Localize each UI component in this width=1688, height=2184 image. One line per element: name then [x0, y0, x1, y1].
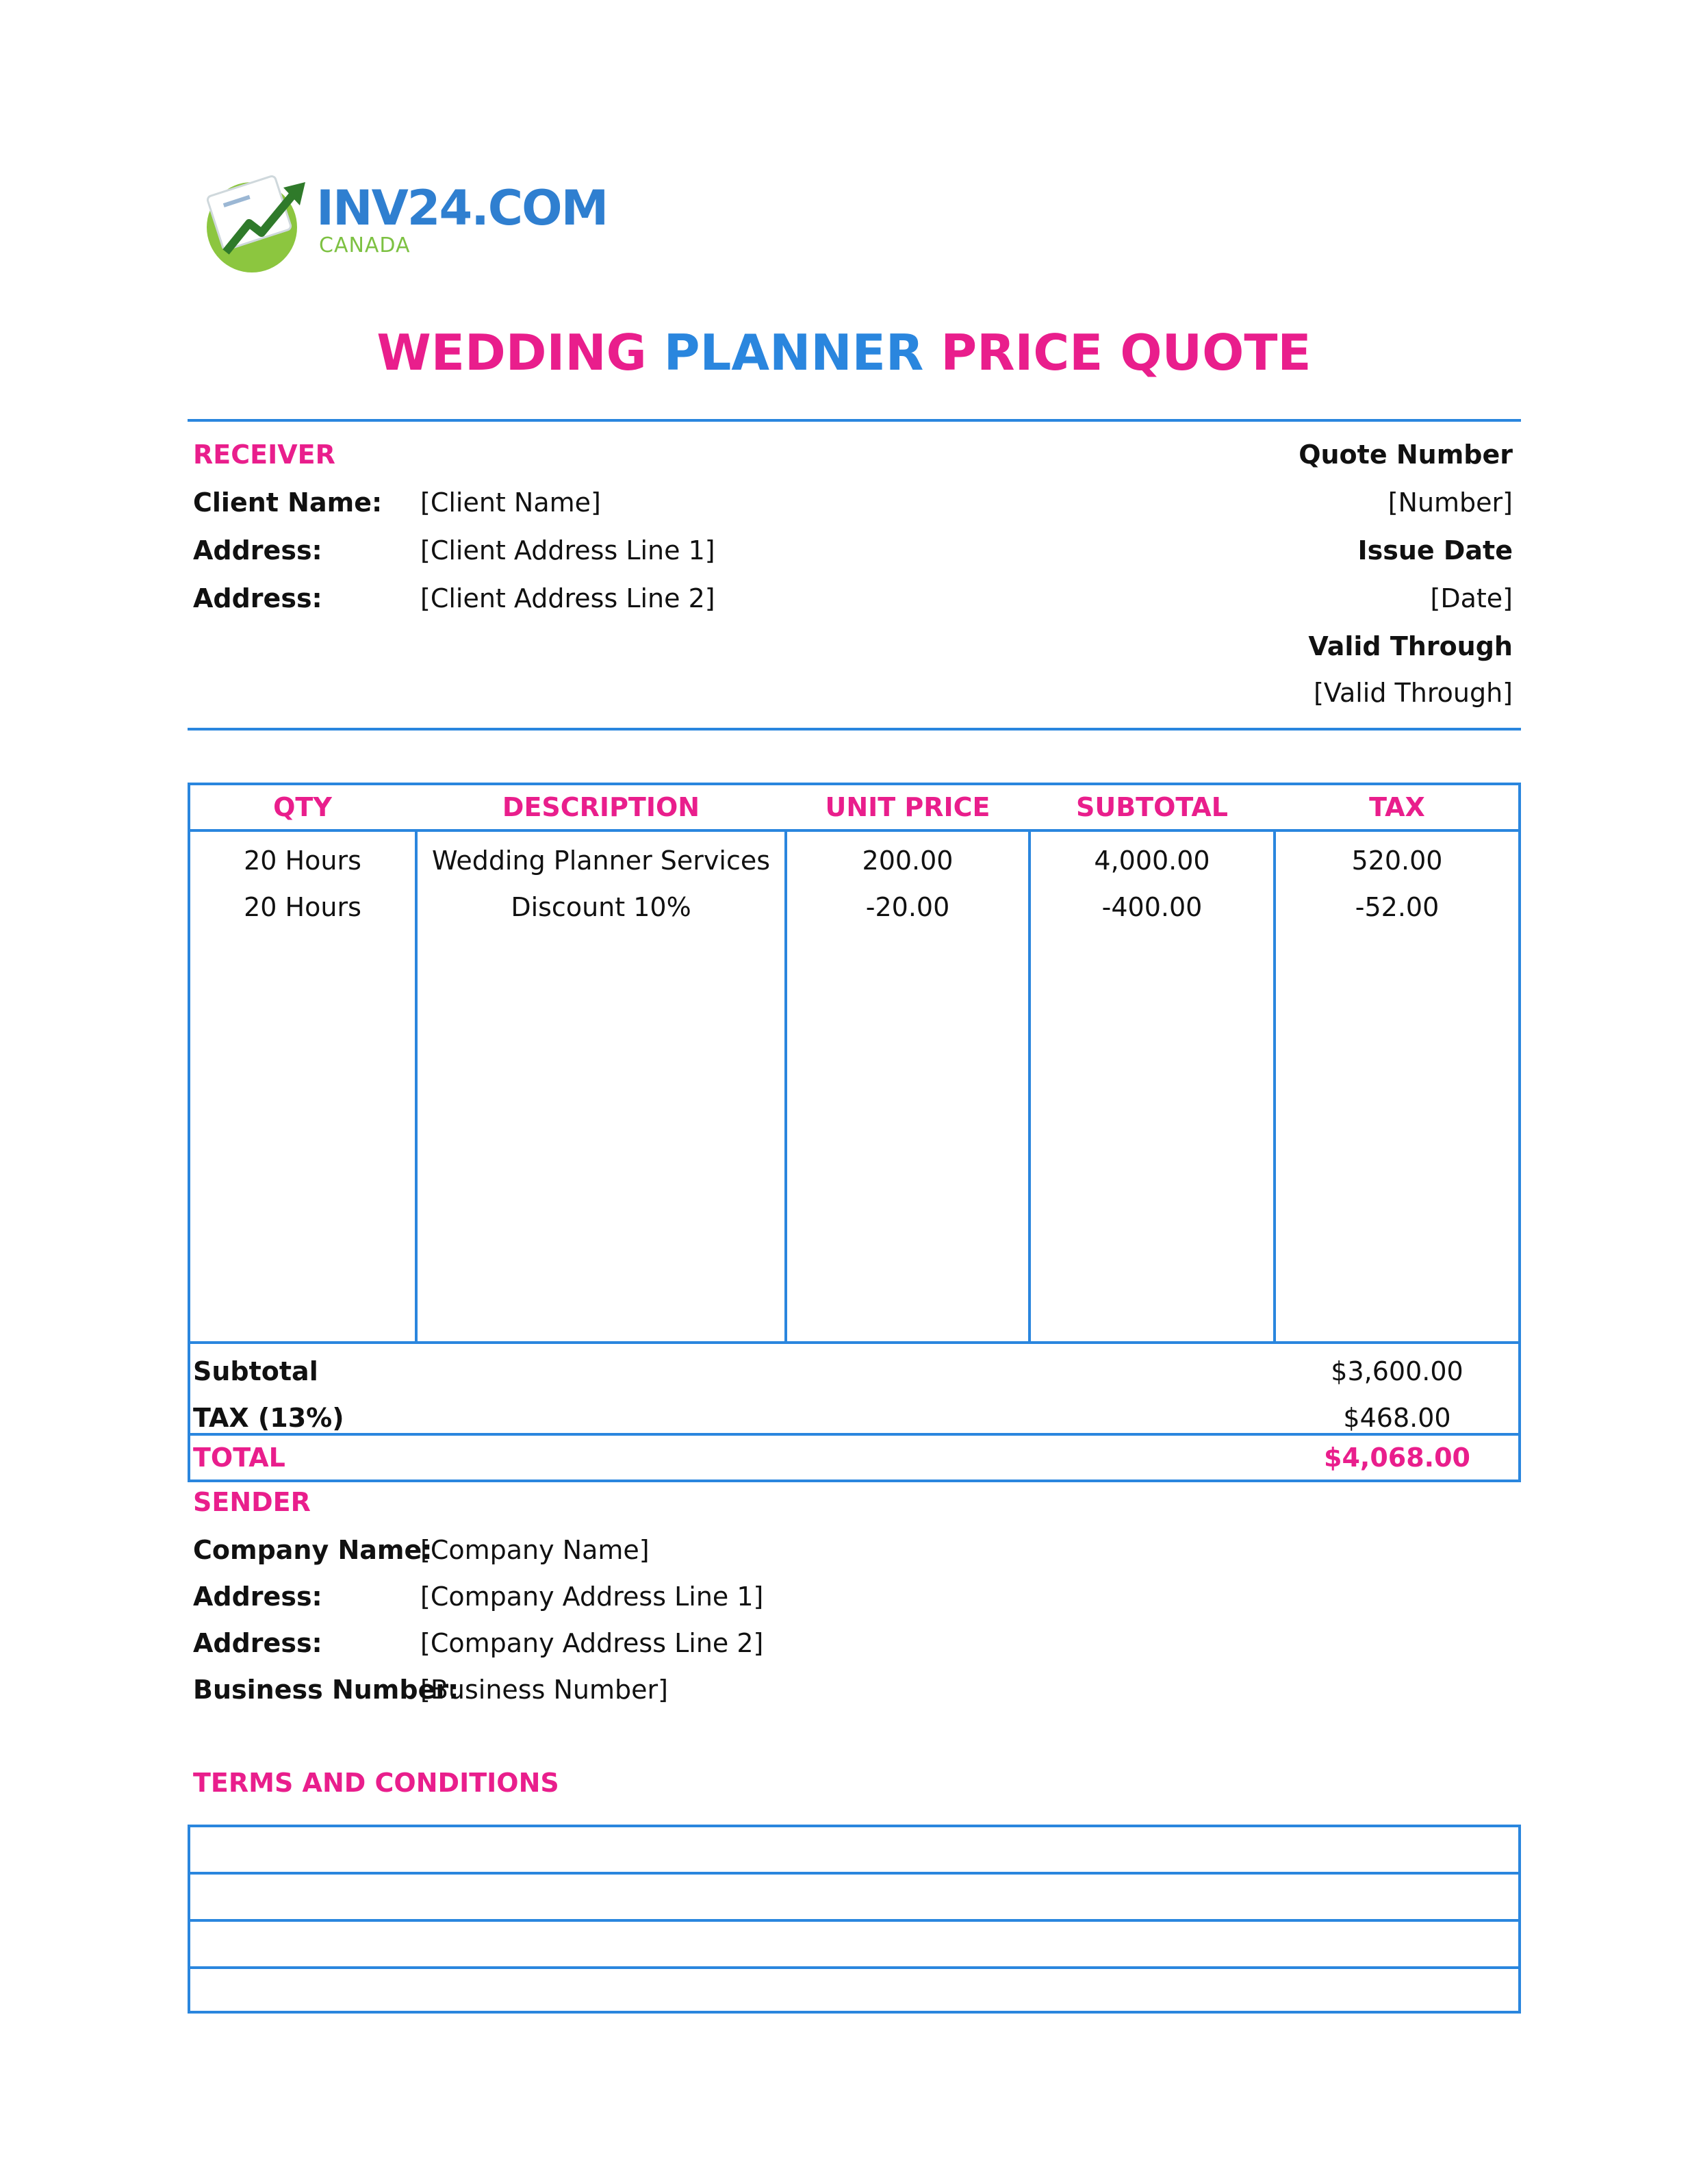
table-cell-tax: -52.00: [1355, 892, 1440, 922]
subtotal-label: Subtotal: [193, 1356, 318, 1386]
business-number-value: [Business Number]: [420, 1675, 668, 1705]
table-cell-subtotal: -400.00: [1101, 892, 1203, 922]
client-address-1-label: Address:: [193, 535, 322, 566]
total-row: [188, 1433, 1521, 1482]
logo-chart-icon: [199, 164, 315, 274]
client-address-2-value: [Client Address Line 2]: [420, 583, 715, 613]
client-address-2-label: Address:: [193, 583, 322, 613]
logo-brand-text: INV24.COM: [316, 180, 608, 236]
business-number-label: Business Number:: [193, 1675, 459, 1705]
company-name-label: Company Name:: [193, 1535, 433, 1565]
terms-line: [190, 1872, 1518, 1875]
table-cell-qty: 20 Hours: [244, 846, 361, 876]
logo-sub-text: CANADA: [319, 233, 411, 257]
valid-through-value: [Valid Through]: [1314, 678, 1513, 708]
header-tax: TAX: [1369, 792, 1425, 822]
items-body-bottom-divider: [190, 1341, 1518, 1344]
company-logo: [199, 164, 608, 274]
issue-date-value: [Date]: [1430, 583, 1513, 613]
issue-date-label: Issue Date: [1357, 535, 1513, 566]
total-value: $4,068.00: [1324, 1443, 1470, 1473]
items-table: [188, 783, 1521, 1436]
table-cell-qty: 20 Hours: [244, 892, 361, 922]
company-name-value: [Company Name]: [420, 1535, 650, 1565]
tax-label: TAX (13%): [193, 1403, 344, 1433]
table-cell-tax: 520.00: [1351, 846, 1443, 876]
document-title: [0, 322, 1688, 383]
table-cell-unit-price: -20.00: [865, 892, 950, 922]
receiver-heading: RECEIVER: [193, 440, 335, 470]
title-word-2: PLANNER: [663, 324, 924, 381]
table-cell-unit-price: 200.00: [862, 846, 954, 876]
client-address-1-value: [Client Address Line 1]: [420, 535, 715, 566]
table-cell-description: Wedding Planner Services: [431, 846, 771, 876]
header-bottom-divider: [188, 728, 1521, 731]
subtotal-value: $3,600.00: [1331, 1356, 1463, 1386]
company-address-2-value: [Company Address Line 2]: [420, 1628, 764, 1658]
quote-number-value: [Number]: [1388, 487, 1513, 518]
terms-heading: TERMS AND CONDITIONS: [193, 1768, 559, 1798]
company-address-1-label: Address:: [193, 1582, 322, 1612]
header-unit-price: UNIT PRICE: [825, 792, 990, 822]
client-name-value: [Client Name]: [420, 487, 601, 518]
header-qty: QTY: [273, 792, 332, 822]
sender-heading: SENDER: [193, 1487, 311, 1517]
company-address-1-value: [Company Address Line 1]: [420, 1582, 764, 1612]
terms-line: [190, 1966, 1518, 1969]
title-word-3: PRICE QUOTE: [941, 324, 1312, 381]
header-row-divider: [190, 829, 1518, 832]
title-word-1: WEDDING: [376, 324, 647, 381]
total-label: TOTAL: [193, 1443, 285, 1473]
table-cell-description: Discount 10%: [511, 892, 691, 922]
terms-box: [188, 1825, 1521, 2014]
top-divider: [188, 419, 1521, 422]
company-address-2-label: Address:: [193, 1628, 322, 1658]
table-cell-subtotal: 4,000.00: [1094, 846, 1210, 876]
tax-value: $468.00: [1343, 1403, 1451, 1433]
quote-number-label: Quote Number: [1299, 440, 1513, 470]
terms-line: [190, 1919, 1518, 1922]
header-subtotal: SUBTOTAL: [1075, 792, 1228, 822]
client-name-label: Client Name:: [193, 487, 383, 518]
header-description: DESCRIPTION: [502, 792, 700, 822]
valid-through-label: Valid Through: [1308, 631, 1513, 661]
